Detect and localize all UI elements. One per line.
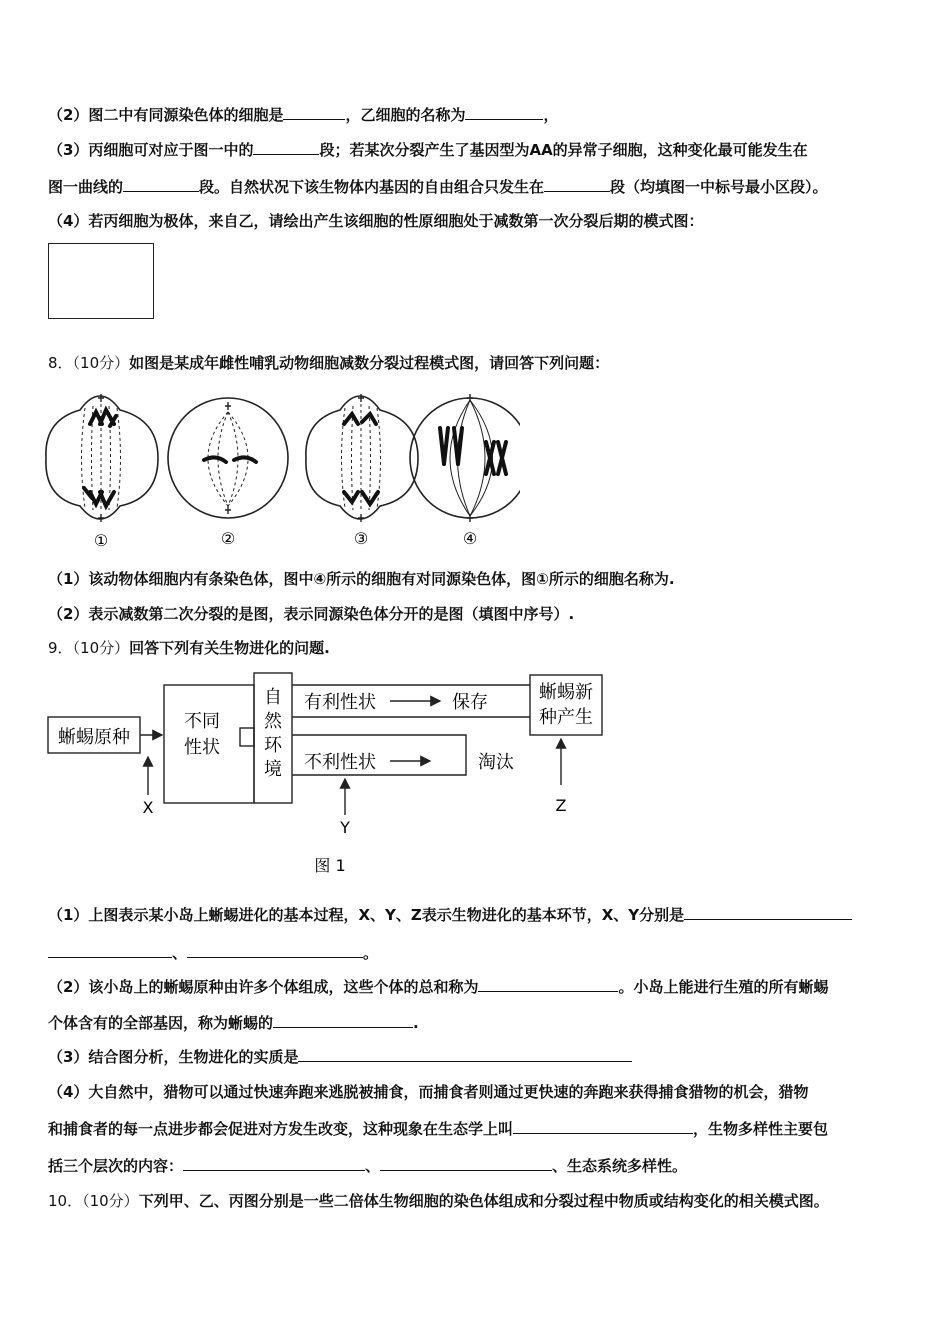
answer-blank[interactable] [298,1047,632,1062]
q7-part2: （2）图二中有同源染色体的细胞是 ，乙细胞的名称为 ， [48,106,559,124]
label-env-2: 然 [264,711,282,732]
answer-blank[interactable] [283,105,345,120]
label-origin: 蜥蜴原种 [58,727,130,748]
q9-part1-line2: 、 。 [48,942,378,963]
q7-part3-line1: （3）丙细胞可对应于图一中的 段；若某次分裂产生了基因型为AA的异常子细胞，这种变化最可能发生在 [48,141,808,159]
answer-blank[interactable] [183,1156,365,1171]
q9-part2-line1: （2）该小岛上的蜥蜴原种由许多个体组成，这些个体的总和称为 。小岛上能进行生殖的所有蜥蜴 [48,978,829,996]
answer-blank[interactable] [513,1119,693,1134]
answer-blank[interactable] [48,943,172,958]
label-diff-2: 性状 [184,737,220,758]
q10-stem: 10．（10分）下列甲、乙、丙图分别是一些二倍体生物细胞的染色体组成和分裂过程中物质或结构变化的相关模式图。 [48,1192,829,1210]
label-diff-1: 不同 [184,711,220,732]
drawing-answer-box[interactable] [48,243,154,319]
label-z: Z [555,796,567,815]
label-keep: 保存 [452,692,488,713]
figure-caption: 图 1 [314,856,346,875]
q8-part1: （1）该动物体细胞内有条染色体，图中④所示的细胞有对同源染色体，图①所示的细胞名称为. [48,570,675,588]
label-env-4: 境 [264,759,282,780]
answer-blank[interactable] [380,1156,552,1171]
q8-part2: （2）表示减数第二次分裂的是图，表示同源染色体分开的是图（填图中序号）. [48,605,575,623]
answer-blank[interactable] [187,943,363,958]
label-env-3: 环 [264,735,282,756]
label-eliminate: 淘汰 [478,752,514,773]
q7-part3-line2: 图一曲线的 段。自然状况下该生物体内基因的自由组合只发生在 段（均填图一中标号最小区段）。 [48,178,828,196]
cell-label-1: ① [93,531,109,550]
answer-blank[interactable] [123,177,199,192]
answer-blank[interactable] [253,140,319,155]
cell-label-2: ② [220,529,236,548]
q9-part1-line1: （1）上图表示某小岛上蜥蜴进化的基本过程，X、Y、Z表示生物进化的基本环节，X、Y分别是 [48,904,852,925]
answer-blank[interactable] [684,905,852,920]
answer-blank[interactable] [273,1013,413,1028]
cell-label-3: ③ [353,529,369,548]
evolution-diagram [40,665,610,883]
q9-part4-line3: 括三个层次的内容： 、 、生态系统多样性。 [48,1157,688,1175]
label-y: Y [340,818,350,837]
label-env-1: 自 [264,687,282,708]
answer-blank[interactable] [478,977,618,992]
q9-part4-line2: 和捕食者的每一点进步都会促进对方发生改变，这种现象在生态学上叫 ，生物多样性主要包 [48,1120,829,1138]
q9-part3: （3）结合图分析，生物进化的实质是 [48,1046,632,1067]
label-new-1: 蜥蜴新 [539,682,593,703]
label-x: X [142,798,154,817]
label-favorable: 有利性状 [304,692,376,713]
q7-part4: （4）若丙细胞为极体，来自乙，请绘出产生该细胞的性原细胞处于减数第一次分裂后期的模式图： [48,212,704,230]
q9-part2-line2: 个体含有的全部基因，称为蜥蜴的 . [48,1014,419,1032]
q9-stem: 9．（10分）回答下列有关生物进化的问题. [48,639,330,657]
cell-label-4: ④ [462,529,478,548]
meiosis-cells-figure [40,380,520,552]
q9-part4-line1: （4）大自然中，猎物可以通过快速奔跑来逃脱被捕食，而捕食者则通过更快速的奔跑来获得捕食猎物的机会，猎物 [48,1083,809,1101]
label-unfavorable: 不利性状 [304,752,376,773]
label-new-2: 种产生 [539,707,593,728]
q8-stem: 8．（10分）如图是某成年雌性哺乳动物细胞减数分裂过程模式图，请回答下列问题： [48,354,610,372]
answer-blank[interactable] [544,177,610,192]
answer-blank[interactable] [465,105,543,120]
